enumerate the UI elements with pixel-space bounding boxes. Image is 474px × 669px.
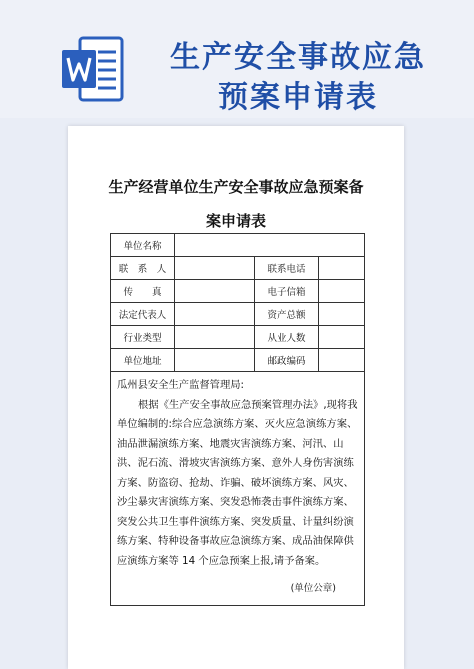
addressee: 瓜州县安全生产监督管理局:	[117, 379, 245, 391]
application-body	[111, 372, 365, 606]
postcode-label: 邮政编码	[255, 349, 319, 372]
application-form-table	[110, 233, 365, 606]
table-row	[111, 349, 365, 372]
unit-name-field[interactable]	[175, 234, 365, 257]
document-title	[68, 170, 404, 238]
address-label: 单位地址	[111, 349, 175, 372]
employees-label: 从业人数	[255, 326, 319, 349]
assets-field[interactable]	[319, 303, 365, 326]
banner	[0, 0, 474, 118]
legal-rep-field[interactable]	[175, 303, 255, 326]
employees-field[interactable]	[319, 326, 365, 349]
document-title-line-2: 案申请表	[205, 212, 266, 230]
assets-label: 资产总额	[255, 303, 319, 326]
industry-field[interactable]	[175, 326, 255, 349]
fax-field[interactable]	[175, 280, 255, 303]
legal-rep-label: 法定代表人	[111, 303, 175, 326]
unit-name-label: 单位名称	[111, 234, 175, 257]
document-title-line-1: 生产经营单位生产安全事故应急预案备	[108, 178, 364, 196]
table-row	[111, 326, 365, 349]
contact-person-field[interactable]	[175, 257, 255, 280]
table-row	[111, 280, 365, 303]
table-row	[111, 303, 365, 326]
document-page	[68, 126, 404, 669]
application-paragraph: 根据《生产安全事故应急预案管理办法》,现将我单位编制的:综合应急演练方案、灭火应急演练方案、油品泄漏演练方案、地震灾害演练方案、河汛、山洪、泥石流、滑坡灾害演练方案、意外人身伤害演练方案、防盗窃、抢劫、诈骗、破坏演练方案、风灾、沙尘暴灾害演练方案、突发恐怖袭击事件演练方案、突发公共卫生事件演练方案、突发质量、计量纠纷演练方案、特种设备事故应急演练方案、成品油保障供应演练方案等 14 个应急预案上报,请予备案。	[117, 398, 358, 567]
industry-label: 行业类型	[111, 326, 175, 349]
contact-person-label: 联 系 人	[111, 257, 175, 280]
fax-label: 传 真	[111, 280, 175, 303]
email-field[interactable]	[319, 280, 365, 303]
unit-seal: (单位公章)	[290, 583, 337, 594]
banner-title-line-1: 生产安全事故应急	[170, 40, 426, 75]
table-row	[111, 234, 365, 257]
contact-phone-field[interactable]	[319, 257, 365, 280]
banner-title	[148, 38, 448, 118]
table-row	[111, 257, 365, 280]
contact-phone-label: 联系电话	[255, 257, 319, 280]
word-document-icon	[62, 36, 124, 102]
email-label: 电子信箱	[255, 280, 319, 303]
postcode-field[interactable]	[319, 349, 365, 372]
table-row	[111, 372, 365, 606]
banner-title-line-2: 预案申请表	[218, 80, 378, 115]
address-field[interactable]	[175, 349, 255, 372]
